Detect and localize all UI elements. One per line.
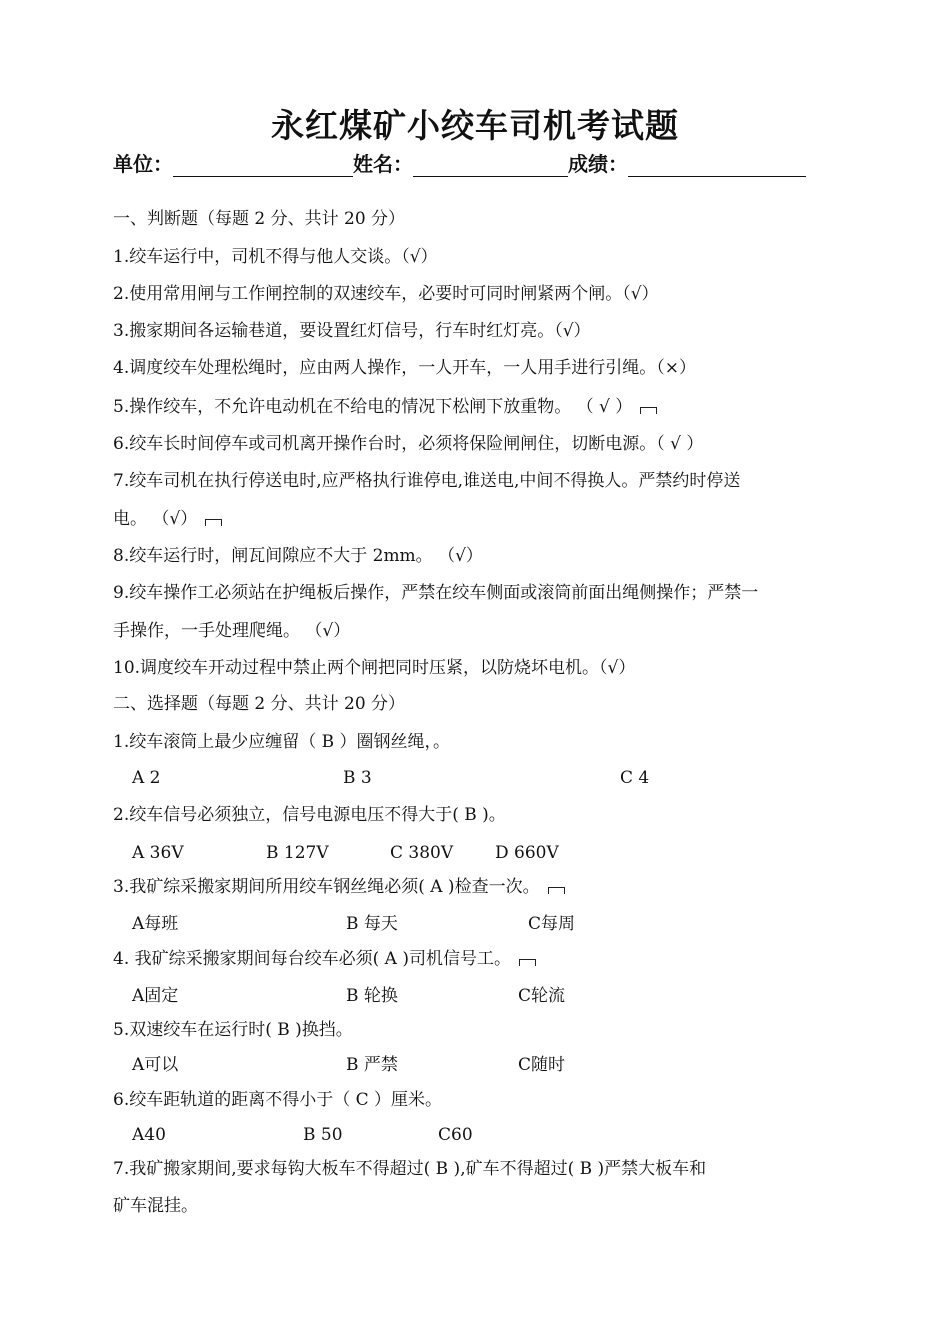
tf-question-1: 1.绞车运行中，司机不得与他人交谈。（√） xyxy=(113,247,438,267)
tf-question-10: 10.调度绞车开动过程中禁止两个闸把同时压紧，以防烧坏电机。（√） xyxy=(113,658,636,678)
header-info-row xyxy=(113,147,833,177)
unit-label: 单位： xyxy=(113,152,173,176)
mc-option: C 380V xyxy=(390,843,454,863)
mc-option: A固定 xyxy=(132,986,179,1006)
mc-option: A 2 xyxy=(132,768,161,788)
mc-question-4-text: 4. 我矿综采搬家期间每台绞车必须( A )司机信号工。 xyxy=(113,949,511,969)
mc-question-5: 5.双速绞车在运行时( B )换挡。 xyxy=(113,1020,353,1040)
tf-question-9-line2: 手操作，一手处理爬绳。 （√） xyxy=(113,621,351,641)
tf-question-8: 8.绞车运行时，闸瓦间隙应不大于 2mm。 （√） xyxy=(113,546,483,566)
mc-question-7-line1: 7.我矿搬家期间,要求每钩大板车不得超过( B ),矿车不得超过( B )严禁大板车和 xyxy=(113,1159,707,1179)
tf-question-7-line2 xyxy=(113,508,843,530)
mc-option: B 轮换 xyxy=(346,986,398,1006)
tf-question-3: 3.搬家期间各运输巷道，要设置红灯信号，行车时红灯亮。（√） xyxy=(113,321,591,341)
tf-question-2: 2.使用常用闸与工作闸控制的双速绞车，必要时可同时闸紧两个闸。（√） xyxy=(113,284,659,304)
tf-question-5-text: 5.操作绞车，不允许电动机在不给电的情况下松闸下放重物。 （ √ ） xyxy=(113,397,633,417)
mc-option: C轮流 xyxy=(518,986,566,1006)
mc-question-1: 1.绞车滚筒上最少应缠留（ B ）圈钢丝绳，。 xyxy=(113,732,451,752)
tf-question-7-text: 电。 （√） xyxy=(113,509,198,529)
mc-question-3-text: 3.我矿综采搬家期间所用绞车钢丝绳必须( A )检查一次。 xyxy=(113,877,540,897)
score-blank[interactable] xyxy=(628,154,806,177)
comment-mark-icon xyxy=(548,887,565,894)
mc-option: A 36V xyxy=(132,843,184,863)
section1-heading: 一、判断题（每题 2 分、共计 20 分） xyxy=(113,209,406,229)
mc-question-6: 6.绞车距轨道的距离不得小于（ C ）厘米。 xyxy=(113,1090,443,1110)
tf-question-9-line1: 9.绞车操作工必须站在护绳板后操作，严禁在绞车侧面或滚筒前面出绳侧操作；严禁一 xyxy=(113,583,759,603)
section2-heading: 二、选择题（每题 2 分、共计 20 分） xyxy=(113,694,406,714)
page-title: 永红煤矿小绞车司机考试题 xyxy=(271,106,679,145)
comment-mark-icon xyxy=(519,959,536,966)
mc-question-3 xyxy=(113,876,843,898)
mc-option: B 50 xyxy=(303,1125,343,1145)
comment-mark-icon xyxy=(640,407,657,414)
tf-question-5 xyxy=(113,396,843,418)
mc-option: C 4 xyxy=(620,768,650,788)
mc-option: C60 xyxy=(438,1125,473,1145)
mc-option: C随时 xyxy=(518,1055,566,1075)
mc-question-4 xyxy=(113,948,843,970)
mc-option: B 严禁 xyxy=(346,1055,398,1075)
mc-option: A40 xyxy=(132,1125,166,1145)
mc-option: B 127V xyxy=(266,843,329,863)
unit-blank[interactable] xyxy=(173,154,353,177)
mc-option: A每班 xyxy=(132,914,179,934)
tf-question-7-line1: 7.绞车司机在执行停送电时,应严格执行谁停电,谁送电,中间不得换人。严禁约时停送 xyxy=(113,471,741,491)
mc-option: B 每天 xyxy=(346,914,398,934)
name-blank[interactable] xyxy=(413,154,568,177)
score-label: 成绩： xyxy=(568,152,628,176)
mc-question-7-line2: 矿车混挂。 xyxy=(113,1196,198,1216)
mc-option: C每周 xyxy=(528,914,576,934)
name-label: 姓名： xyxy=(353,152,413,176)
tf-question-6: 6.绞车长时间停车或司机离开操作台时，必须将保险闸闸住，切断电源。（ √ ） xyxy=(113,434,704,454)
mc-option: D 660V xyxy=(495,843,559,863)
comment-mark-icon xyxy=(205,519,222,526)
mc-question-2: 2.绞车信号必须独立，信号电源电压不得大于( B )。 xyxy=(113,805,506,825)
mc-option: A可以 xyxy=(132,1055,179,1075)
tf-question-4: 4.调度绞车处理松绳时，应由两人操作，一人开车，一人用手进行引绳。（×） xyxy=(113,358,696,378)
mc-option: B 3 xyxy=(343,768,372,788)
